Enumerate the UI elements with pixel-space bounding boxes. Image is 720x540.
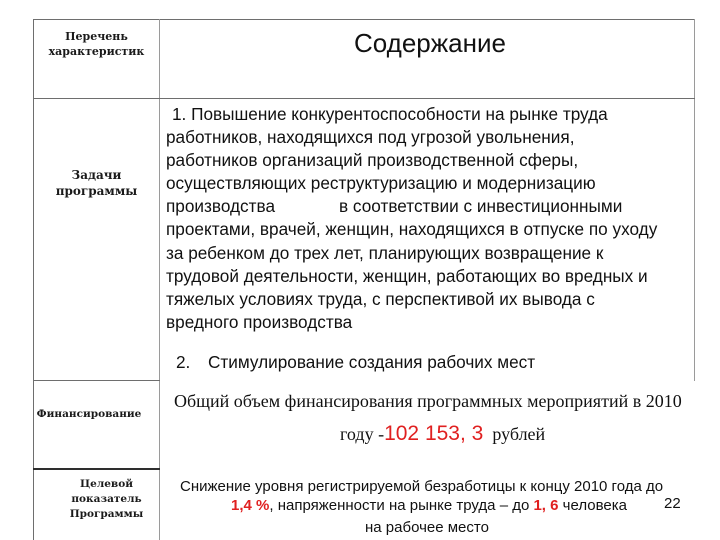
financing-text-line1: Общий объем финансирования программных мероприятий в 2010	[174, 391, 682, 411]
indicator-label-line2: показатель	[71, 493, 142, 505]
indicator-text-line1: Снижение уровня регистрируемой безработицы к концу 2010 года до	[180, 478, 664, 495]
financing-label	[34, 407, 144, 421]
task-1-line: проектами, врачей, женщин, находящихся в отпуске по уходу	[166, 219, 658, 240]
tasks-label-line2: программы	[55, 184, 138, 198]
indicator-text-line3: на рабочее место	[365, 519, 489, 536]
unemployment-rate-value: 1,4 %	[231, 497, 270, 514]
content-heading: Содержание	[354, 28, 506, 58]
task-1-line-part: производства	[166, 196, 276, 217]
characteristics-label-line2: характеристик	[48, 45, 145, 58]
task-1-line: осуществляющих реструктуризацию и модернизацию	[166, 173, 596, 194]
financing-text-line2	[340, 422, 545, 446]
financing-suffix: рублей	[492, 424, 546, 444]
tasks-label-line1: Задачи	[71, 168, 122, 182]
task-1-line: за ребенком до трех лет, планирующих возвращение к	[166, 242, 604, 263]
task-1-line: 1. Повышение конкурентоспособности на рынке труда	[172, 104, 608, 124]
characteristics-label-line1: Перечень	[65, 30, 128, 43]
financing-label-text: Финансирование	[36, 408, 142, 420]
financing-prefix: году -	[340, 424, 385, 444]
task-2-number: 2.	[176, 352, 191, 372]
indicator-text-middle: , напряженности на рынке труда – до	[269, 497, 530, 514]
task-1-line: тяжелых условиях труда, с перспективой их вывода с	[166, 288, 595, 309]
task-1-line: вредного производства	[166, 311, 353, 332]
indicator-label-line1: Целевой	[80, 478, 133, 490]
task-1-line-part: в соответствии с инвестиционными	[339, 196, 623, 217]
task-1-text	[166, 103, 686, 334]
financing-amount: 102 153, 3	[384, 422, 484, 445]
indicator-text-unit: человека	[558, 497, 627, 514]
indicator-text-line2	[231, 497, 627, 514]
row-divider-financing	[33, 468, 160, 470]
indicator-label-line3: Программы	[69, 508, 144, 520]
task-1-line: трудовой деятельности, женщин, работающих во вредных и	[166, 265, 648, 286]
task-2-text	[176, 352, 535, 373]
row-divider-tasks	[33, 380, 160, 381]
task-2-label: Стимулирование создания рабочих мест	[208, 352, 536, 372]
task-1-line-split	[166, 195, 686, 218]
tasks-label	[34, 167, 159, 199]
task-1-line: работников, находящихся под угрозой увольнения,	[166, 127, 575, 148]
task-1-line: работников организаций производственной сферы,	[166, 150, 579, 171]
characteristics-list-label	[34, 29, 159, 59]
target-indicator-label	[44, 477, 169, 522]
row-divider-header	[33, 98, 695, 99]
labor-tension-value: 1, 6	[533, 497, 559, 514]
table-top-border	[33, 19, 695, 20]
page-number: 22	[664, 495, 681, 512]
table-right-border	[694, 19, 695, 381]
